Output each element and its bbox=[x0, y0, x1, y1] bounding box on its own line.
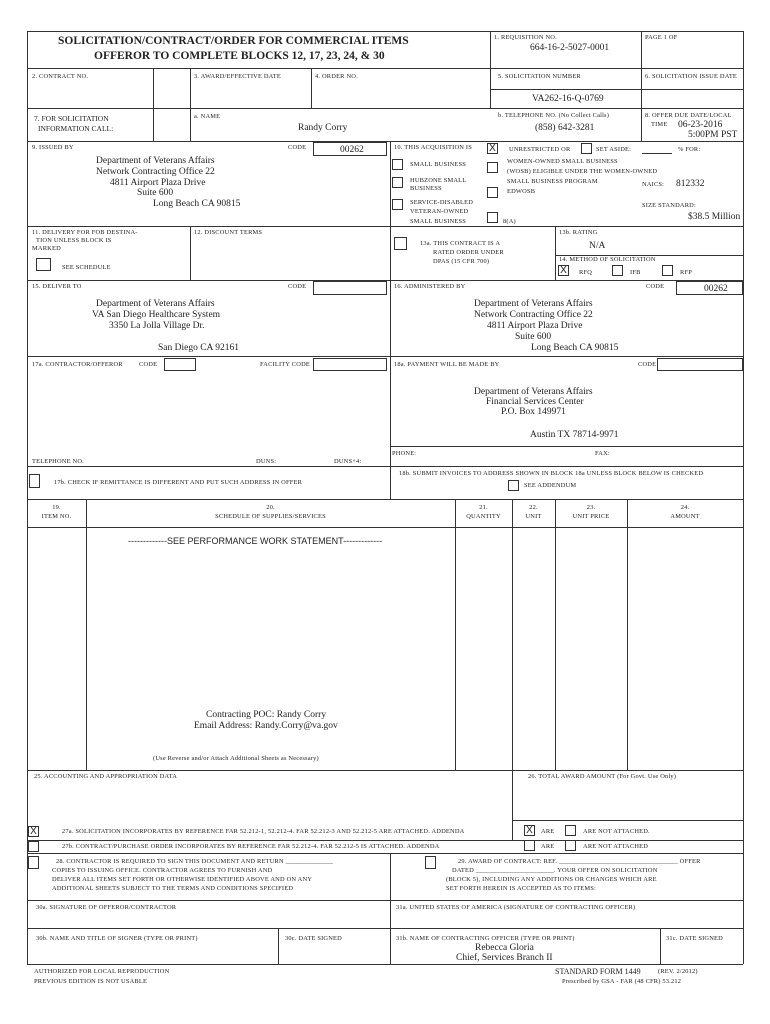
col-unit: UNIT bbox=[525, 513, 542, 520]
block-29-line-2: DATED _______________________. YOUR OFFER ON SOLICITATION bbox=[452, 867, 658, 874]
admin-code-label: CODE bbox=[646, 283, 665, 290]
set-aside-pct-line bbox=[642, 153, 672, 154]
contractor-telephone-label: TELEPHONE NO. bbox=[32, 458, 84, 465]
deliver-line-3: 3350 La Jolla Village Dr. bbox=[109, 321, 205, 331]
set-aside-label: SET ASIDE: bbox=[596, 146, 632, 153]
clause-27b-checkbox[interactable] bbox=[28, 841, 39, 852]
size-standard: $38.5 Million bbox=[688, 212, 741, 222]
requisition-number: 664-16-2-5027-0001 bbox=[530, 43, 610, 53]
delivery-label-3: MARKED bbox=[32, 245, 61, 252]
award-date-label: 3. AWARD/EFFECTIVE DATE bbox=[194, 73, 281, 80]
payment-line-2: Financial Services Center bbox=[486, 397, 584, 407]
block-28-checkbox[interactable] bbox=[28, 856, 39, 869]
rated-order-checkbox[interactable] bbox=[394, 237, 407, 250]
contact-name: Randy Corry bbox=[298, 123, 348, 133]
sdvosb-label-3: SMALL BUSINESS bbox=[410, 218, 467, 225]
name-label: a. NAME bbox=[194, 113, 221, 120]
hubzone-checkbox[interactable] bbox=[392, 177, 403, 188]
unrestricted-checkbox[interactable]: X bbox=[487, 143, 498, 154]
pct-for-label: % FOR: bbox=[678, 146, 701, 153]
remittance-checkbox[interactable] bbox=[29, 474, 40, 488]
addenda-27a-not-attached: ARE NOT ATTACHED. bbox=[583, 828, 650, 835]
delivery-label-2: TION UNLESS BLOCK IS bbox=[36, 237, 112, 244]
block-29-line-3: (BLOCK 5), INCLUDING ANY ADDITIONS OR CHANGES WHICH ARE bbox=[446, 876, 657, 883]
issued-code-label: CODE bbox=[288, 144, 307, 151]
admin-line-2: Network Contracting Office 22 bbox=[474, 310, 593, 320]
submit-invoices-label: 18b. SUBMIT INVOICES TO ADDRESS SHOWN IN BLOCK 18a UNLESS BLOCK BELOW IS CHECKED bbox=[399, 470, 704, 477]
administered-by-label: 16. ADMINISTERED BY bbox=[394, 283, 466, 290]
duns-label: DUNS: bbox=[256, 458, 277, 465]
sdvosb-checkbox[interactable] bbox=[392, 199, 403, 210]
addenda-27a-are: ARE bbox=[541, 828, 555, 835]
clause-27b-text: 27b. CONTRACT/PURCHASE ORDER INCORPORATES BY REFERENCE FAR 52.212-4. FAR 52.212-5 IS ATTACHED. ADDENDA bbox=[62, 843, 440, 850]
time-label: TIME bbox=[651, 121, 668, 128]
payment-label: 18a. PAYMENT WILL BE MADE BY bbox=[394, 361, 500, 368]
edwosb-label: EDWOSB bbox=[507, 188, 536, 195]
see-addendum-label: SEE ADDENDUM bbox=[524, 482, 577, 489]
pws-line: -------------SEE PERFORMANCE WORK STATEMENT------------- bbox=[128, 536, 383, 546]
wosb-label-1: WOMEN-OWNED SMALL BUSINESS bbox=[507, 158, 618, 165]
deliver-code-label: CODE bbox=[288, 283, 307, 290]
issued-line-5: Long Beach CA 90815 bbox=[153, 199, 241, 209]
payment-code-label: CODE bbox=[638, 361, 657, 368]
footer-prescribed: Prescribed by GSA - FAR (48 CFR) 53.212 bbox=[562, 978, 682, 985]
footer-form-number: STANDARD FORM 1449 bbox=[555, 967, 641, 976]
admin-line-5: Long Beach CA 90815 bbox=[531, 343, 619, 353]
remittance-label: 17b. CHECK IF REMITTANCE IS DIFFERENT AND PUT SUCH ADDRESS IN OFFER bbox=[54, 479, 303, 486]
block-29-line-4: SET FORTH HEREIN IS ACCEPTED AS TO ITEMS: bbox=[446, 885, 597, 892]
telephone-label: b. TELEPHONE NO. (No Collect Calls) bbox=[498, 112, 610, 119]
info-call-label-2: INFORMATION CALL: bbox=[38, 124, 114, 133]
payment-fax-label: FAX: bbox=[595, 450, 610, 457]
hubzone-label-2: BUSINESS bbox=[410, 185, 442, 192]
order-no-label: 4. ORDER NO. bbox=[315, 73, 358, 80]
rfp-checkbox[interactable] bbox=[662, 265, 673, 276]
issued-by-label: 9. ISSUED BY bbox=[32, 144, 74, 151]
signature-officer-label: 31a. UNITED STATES OF AMERICA (SIGNATURE OF CONTRACTING OFFICER) bbox=[396, 904, 636, 911]
block-28-line-3: DELIVER ALL ITEMS SET FORTH OR OTHERWISE IDENTIFIED ABOVE AND ON ANY bbox=[52, 876, 313, 883]
col-schedule: SCHEDULE OF SUPPLIES/SERVICES bbox=[215, 513, 326, 520]
admin-code: 00262 bbox=[704, 284, 728, 294]
contractor-code-box[interactable] bbox=[164, 358, 196, 371]
contract-no-label: 2. CONTRACT NO. bbox=[32, 73, 89, 80]
reverse-note: (Use Reverse and/or Attach Additional Sheets as Necessary) bbox=[153, 755, 319, 762]
issued-line-1: Department of Veterans Affairs bbox=[96, 156, 215, 166]
clause-27a-text: 27a. SOLICITATION INCORPORATES BY REFERENCE FAR 52.212-1, 52.212-4. FAR 52.212-3 AND 52.212-5 ARE ATTACHED. ADDENDA bbox=[62, 828, 465, 835]
issued-line-2: Network Contracting Office 22 bbox=[96, 167, 215, 177]
total-award-label: 26. TOTAL AWARD AMOUNT (For Govt. Use Only) bbox=[528, 773, 677, 780]
offer-due-date: 06-23-2016 bbox=[678, 120, 723, 130]
offeror-date-label: 30c. DATE SIGNED bbox=[285, 935, 342, 942]
contracting-officer-name: Rebecca Gloria bbox=[475, 943, 534, 953]
col-item-no: ITEM NO. bbox=[41, 513, 72, 520]
block-28-line-4: ADDITIONAL SHEETS SUBJECT TO THE TERMS AND CONDITIONS SPECIFIED bbox=[52, 885, 294, 892]
see-schedule-label: SEE SCHEDULE bbox=[62, 264, 111, 271]
rated-order-label-2: RATED ORDER UNDER bbox=[433, 249, 504, 256]
issued-line-4: Suite 600 bbox=[137, 188, 174, 198]
issue-date-label: 6. SOLICITATION ISSUE DATE bbox=[645, 73, 738, 80]
deliver-code-box bbox=[313, 281, 387, 295]
small-business-checkbox[interactable] bbox=[392, 159, 403, 170]
col-quantity: QUANTITY bbox=[466, 513, 501, 520]
addenda-27b-are: ARE bbox=[541, 843, 555, 850]
edwosb-checkbox[interactable] bbox=[487, 187, 498, 198]
rating-value: N/A bbox=[589, 241, 606, 251]
solicitation-number: VA262-16-Q-0769 bbox=[532, 94, 604, 104]
deliver-line-1: Department of Veterans Affairs bbox=[96, 299, 215, 309]
sdvosb-label-1: SERVICE-DISABLED bbox=[410, 199, 474, 206]
payment-line-1: Department of Veterans Affairs bbox=[474, 387, 593, 397]
wosb-label-3: SMALL BUSINESS PROGRAM bbox=[507, 178, 598, 185]
issued-line-3: 4811 Airport Plaza Drive bbox=[110, 178, 206, 188]
rfq-label: RFQ bbox=[579, 269, 593, 276]
rating-label: 13b. RATING bbox=[559, 229, 598, 236]
method-label: 14. METHOD OF SOLICITATION bbox=[559, 256, 656, 263]
requisition-label: 1. REQUISITION NO. bbox=[494, 34, 557, 41]
col-19-number: 19. bbox=[52, 504, 61, 511]
signature-offeror-label: 30a. SIGNATURE OF OFFEROR/CONTRACTOR bbox=[36, 904, 177, 911]
footer-previous-edition: PREVIOUS EDITION IS NOT USABLE bbox=[34, 978, 148, 985]
size-standard-label: SIZE STANDARD: bbox=[642, 202, 696, 209]
addenda-27b-are-checkbox[interactable] bbox=[524, 840, 535, 851]
col-21-number: 21. bbox=[479, 504, 488, 511]
contracting-poc: Contracting POC: Randy Corry bbox=[206, 710, 327, 720]
unrestricted-label: UNRESTRICTED OR bbox=[509, 146, 571, 153]
page-label: PAGE 1 OF bbox=[645, 34, 678, 41]
facility-code-label: FACILITY CODE bbox=[260, 361, 310, 368]
rfq-checkbox[interactable]: X bbox=[558, 265, 569, 276]
accounting-label: 25. ACCOUNTING AND APPROPRIATION DATA bbox=[34, 773, 178, 780]
admin-line-4: Suite 600 bbox=[515, 332, 552, 342]
admin-line-1: Department of Veterans Affairs bbox=[474, 299, 593, 309]
rfp-label: RFP bbox=[680, 269, 692, 276]
wosb-label-2: (WOSB) ELIGIBLE UNDER THE WOMEN-OWNED bbox=[507, 168, 658, 175]
contracting-email: Email Address: Randy.Corry@va.gov bbox=[194, 721, 338, 731]
contractor-label: 17a. CONTRACTOR/OFFEROR bbox=[32, 361, 123, 368]
signer-name-label: 30b. NAME AND TITLE OF SIGNER (TYPE OR PRINT) bbox=[36, 935, 198, 942]
hubzone-label-1: HUBZONE SMALL bbox=[410, 177, 467, 184]
eight-a-checkbox[interactable] bbox=[487, 212, 498, 223]
wosb-checkbox[interactable] bbox=[487, 162, 498, 173]
payment-line-3: P.O. Box 149971 bbox=[501, 407, 566, 417]
offer-due-label: 8. OFFER DUE DATE/LOCAL bbox=[645, 112, 732, 119]
contractor-code-label: CODE bbox=[139, 361, 158, 368]
col-22-number: 22. bbox=[529, 504, 538, 511]
footer-authorized: AUTHORIZED FOR LOCAL REPRODUCTION bbox=[34, 968, 170, 975]
deliver-city: San Diego CA 92161 bbox=[158, 343, 240, 353]
see-addendum-checkbox[interactable] bbox=[508, 480, 519, 491]
payment-city: Austin TX 78714-9971 bbox=[530, 430, 619, 440]
solicitation-number-label: 5. SOLICITATION NUMBER bbox=[498, 73, 581, 80]
info-call-label-1: 7. FOR SOLICITATION bbox=[34, 114, 109, 123]
issued-code: 00262 bbox=[340, 145, 364, 155]
form-title-line1: SOLICITATION/CONTRACT/ORDER FOR COMMERCIAL ITEMS bbox=[58, 35, 409, 47]
addenda-27a-are-checkbox[interactable]: X bbox=[524, 825, 535, 836]
block-28-line-1: 28. CONTRACTOR IS REQUIRED TO SIGN THIS DOCUMENT AND RETURN ______________ bbox=[56, 858, 334, 865]
col-20-number: 20. bbox=[266, 504, 275, 511]
col-23-number: 23. bbox=[586, 504, 596, 511]
telephone-number: (858) 642-3281 bbox=[535, 123, 595, 133]
rated-order-label-3: DPAS (15 CFR 700) bbox=[433, 258, 490, 265]
addenda-27a-not-checkbox[interactable] bbox=[565, 825, 576, 836]
deliver-line-2: VA San Diego Healthcare System bbox=[92, 310, 221, 320]
col-amount: AMOUNT bbox=[670, 513, 700, 520]
duns4-label: DUNS+4: bbox=[334, 458, 362, 465]
addenda-27b-not-attached: ARE NOT ATTACHED bbox=[583, 843, 649, 850]
admin-line-3: 4811 Airport Plaza Drive bbox=[487, 321, 583, 331]
facility-code-box[interactable] bbox=[313, 358, 387, 371]
schedule-header-rule bbox=[27, 527, 743, 528]
deliver-to-label: 15. DELIVER TO bbox=[32, 283, 82, 290]
naics-label: NAICS: bbox=[642, 181, 665, 188]
payment-phone-label: PHONE: bbox=[392, 450, 417, 457]
ifb-label: IFB bbox=[630, 269, 641, 276]
addenda-27b-not-checkbox[interactable] bbox=[565, 840, 576, 851]
eight-a-label: 8(A) bbox=[503, 218, 516, 225]
col-24-number: 24. bbox=[680, 504, 690, 511]
rated-order-label-1: 13a. THIS CONTRACT IS A bbox=[420, 240, 501, 247]
footer-revision: (REV. 2/2012) bbox=[658, 968, 698, 975]
offer-due-time: 5:00PM PST bbox=[688, 130, 738, 140]
officer-date-label: 31c. DATE SIGNED bbox=[666, 935, 723, 942]
block-29-line-1: 29. AWARD OF CONTRACT: REF. ___________________________________ OFFER bbox=[458, 858, 701, 865]
block-28-line-2: COPIES TO ISSUING OFFICE. CONTRACTOR AGREES TO FURNISH AND bbox=[52, 867, 273, 874]
acquisition-label: 10. THIS ACQUISITION IS bbox=[394, 144, 472, 151]
officer-name-label: 31b. NAME OF CONTRACTING OFFICER (TYPE OR PRINT) bbox=[396, 935, 575, 942]
small-business-label: SMALL BUSINESS bbox=[410, 161, 467, 168]
see-schedule-checkbox[interactable] bbox=[36, 258, 51, 271]
block-29-checkbox[interactable] bbox=[425, 856, 436, 869]
col-unit-price: UNIT PRICE bbox=[572, 513, 610, 520]
clause-27a-checkbox[interactable]: X bbox=[28, 826, 39, 837]
contracting-officer-title: Chief, Services Branch II bbox=[456, 953, 553, 963]
naics-code: 812332 bbox=[676, 179, 705, 189]
delivery-label-1: 11. DELIVERY FOR FOB DESTINA- bbox=[32, 229, 138, 236]
discount-terms-label: 12. DISCOUNT TERMS bbox=[194, 229, 263, 236]
sdvosb-label-2: VETERAN-OWNED bbox=[410, 208, 469, 215]
form-title-line2: OFFEROR TO COMPLETE BLOCKS 12, 17, 23, 24, & 30 bbox=[94, 50, 385, 62]
payment-code-box bbox=[657, 358, 743, 371]
set-aside-checkbox[interactable] bbox=[581, 143, 592, 154]
ifb-checkbox[interactable] bbox=[612, 265, 623, 276]
